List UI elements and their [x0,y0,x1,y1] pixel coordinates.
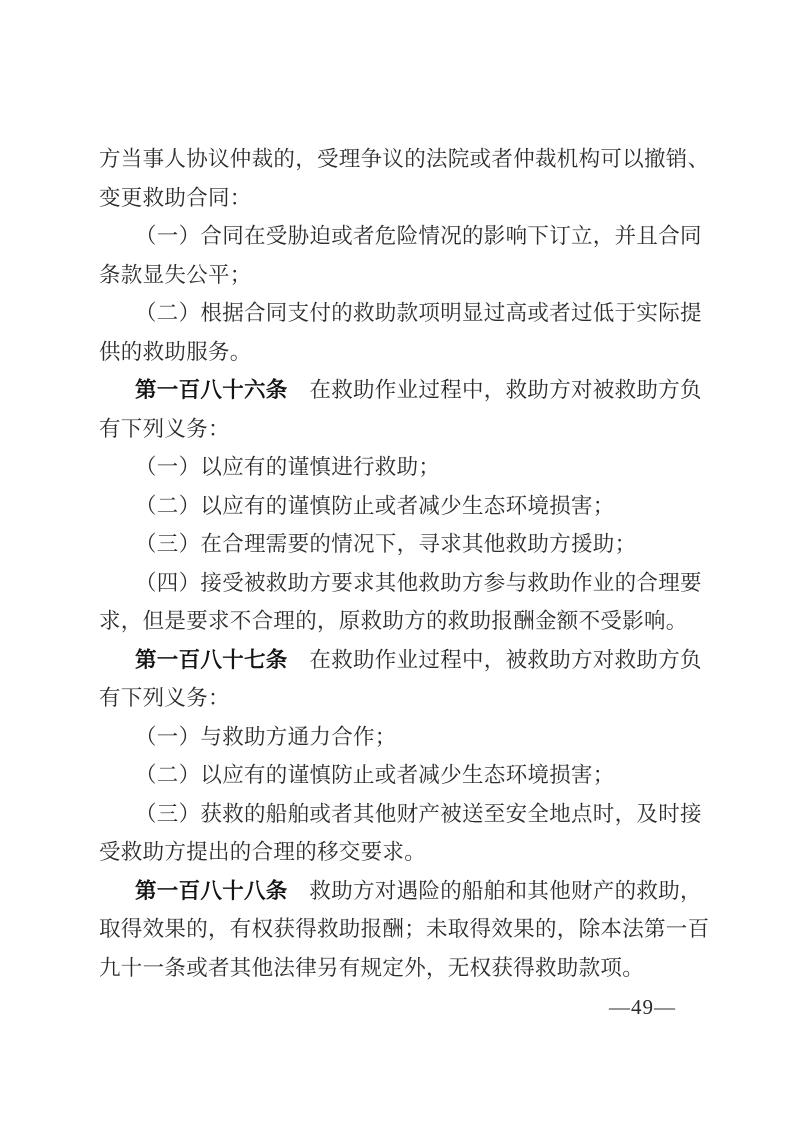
document-lines [99,140,747,987]
text-line [99,564,747,603]
text-line [99,179,747,218]
text-segment: 救助方对遇险的船舶和其他财产的救助， [287,878,702,903]
text-segment: （一）以应有的谨慎进行救助； [135,455,441,479]
text-segment: 供的救助服务。 [99,339,252,364]
text-segment: 取得效果的，有权获得救助报酬；未取得效果的，除本法第一百 [99,917,710,941]
text-segment: （一）与救助方通力合作； [135,724,397,749]
text-line [99,718,747,757]
article-number: 第一百八十七条 [135,647,288,672]
article-number: 第一百八十八条 [135,878,288,903]
text-segment: 在救助作业过程中，救助方对被救助方负 [287,378,702,402]
text-line [99,371,747,410]
text-line [99,795,747,834]
text-segment: 有下列义务： [99,416,230,441]
text-line [99,140,747,179]
text-line [99,679,747,718]
text-line [99,217,747,256]
article-number: 第一百八十六条 [135,378,288,402]
text-line [99,641,747,680]
text-line [99,910,747,949]
text-segment: 方当事人协议仲裁的，受理争议的法院或者仲裁机构可以撤销、 [99,147,710,171]
text-segment: 九十一条或者其他法律另有规定外，无权获得救助款项。 [99,955,645,980]
text-segment: （一）合同在受胁迫或者危险情况的影响下订立，并且合同 [135,224,702,248]
text-segment: （三）在合理需要的情况下，寻求其他救助方援助； [135,532,637,556]
text-line [99,525,747,564]
text-line [99,333,747,372]
text-line [99,756,747,795]
text-line [99,448,747,487]
text-segment: 变更救助合同： [99,185,252,210]
text-segment: （二）以应有的谨慎防止或者减少生态环境损害； [135,763,615,787]
text-segment: （二）根据合同支付的救助款项明显过高或者过低于实际提 [135,301,702,325]
text-line [99,256,747,295]
text-segment: （四）接受被救助方要求其他救助方参与救助作业的合理要 [135,570,702,595]
text-segment: 求，但是要求不合理的，原救助方的救助报酬金额不受影响。 [99,609,688,633]
text-line [99,294,747,333]
text-line [99,487,747,526]
text-line [99,949,747,988]
text-segment: 在救助作业过程中，被救助方对救助方负 [287,647,702,672]
text-line [99,602,747,641]
text-segment: （三）获救的船舶或者其他财产被送至安全地点时，及时接 [135,801,702,826]
text-line [99,410,747,449]
page-number: —49— [609,995,676,1019]
text-line [99,833,747,872]
text-segment: 条款显失公平； [99,262,252,287]
text-line [99,872,747,911]
text-segment: 有下列义务： [99,686,230,710]
text-segment: （二）以应有的谨慎防止或者减少生态环境损害； [135,493,615,518]
text-segment: 受救助方提出的合理的移交要求。 [99,840,427,864]
